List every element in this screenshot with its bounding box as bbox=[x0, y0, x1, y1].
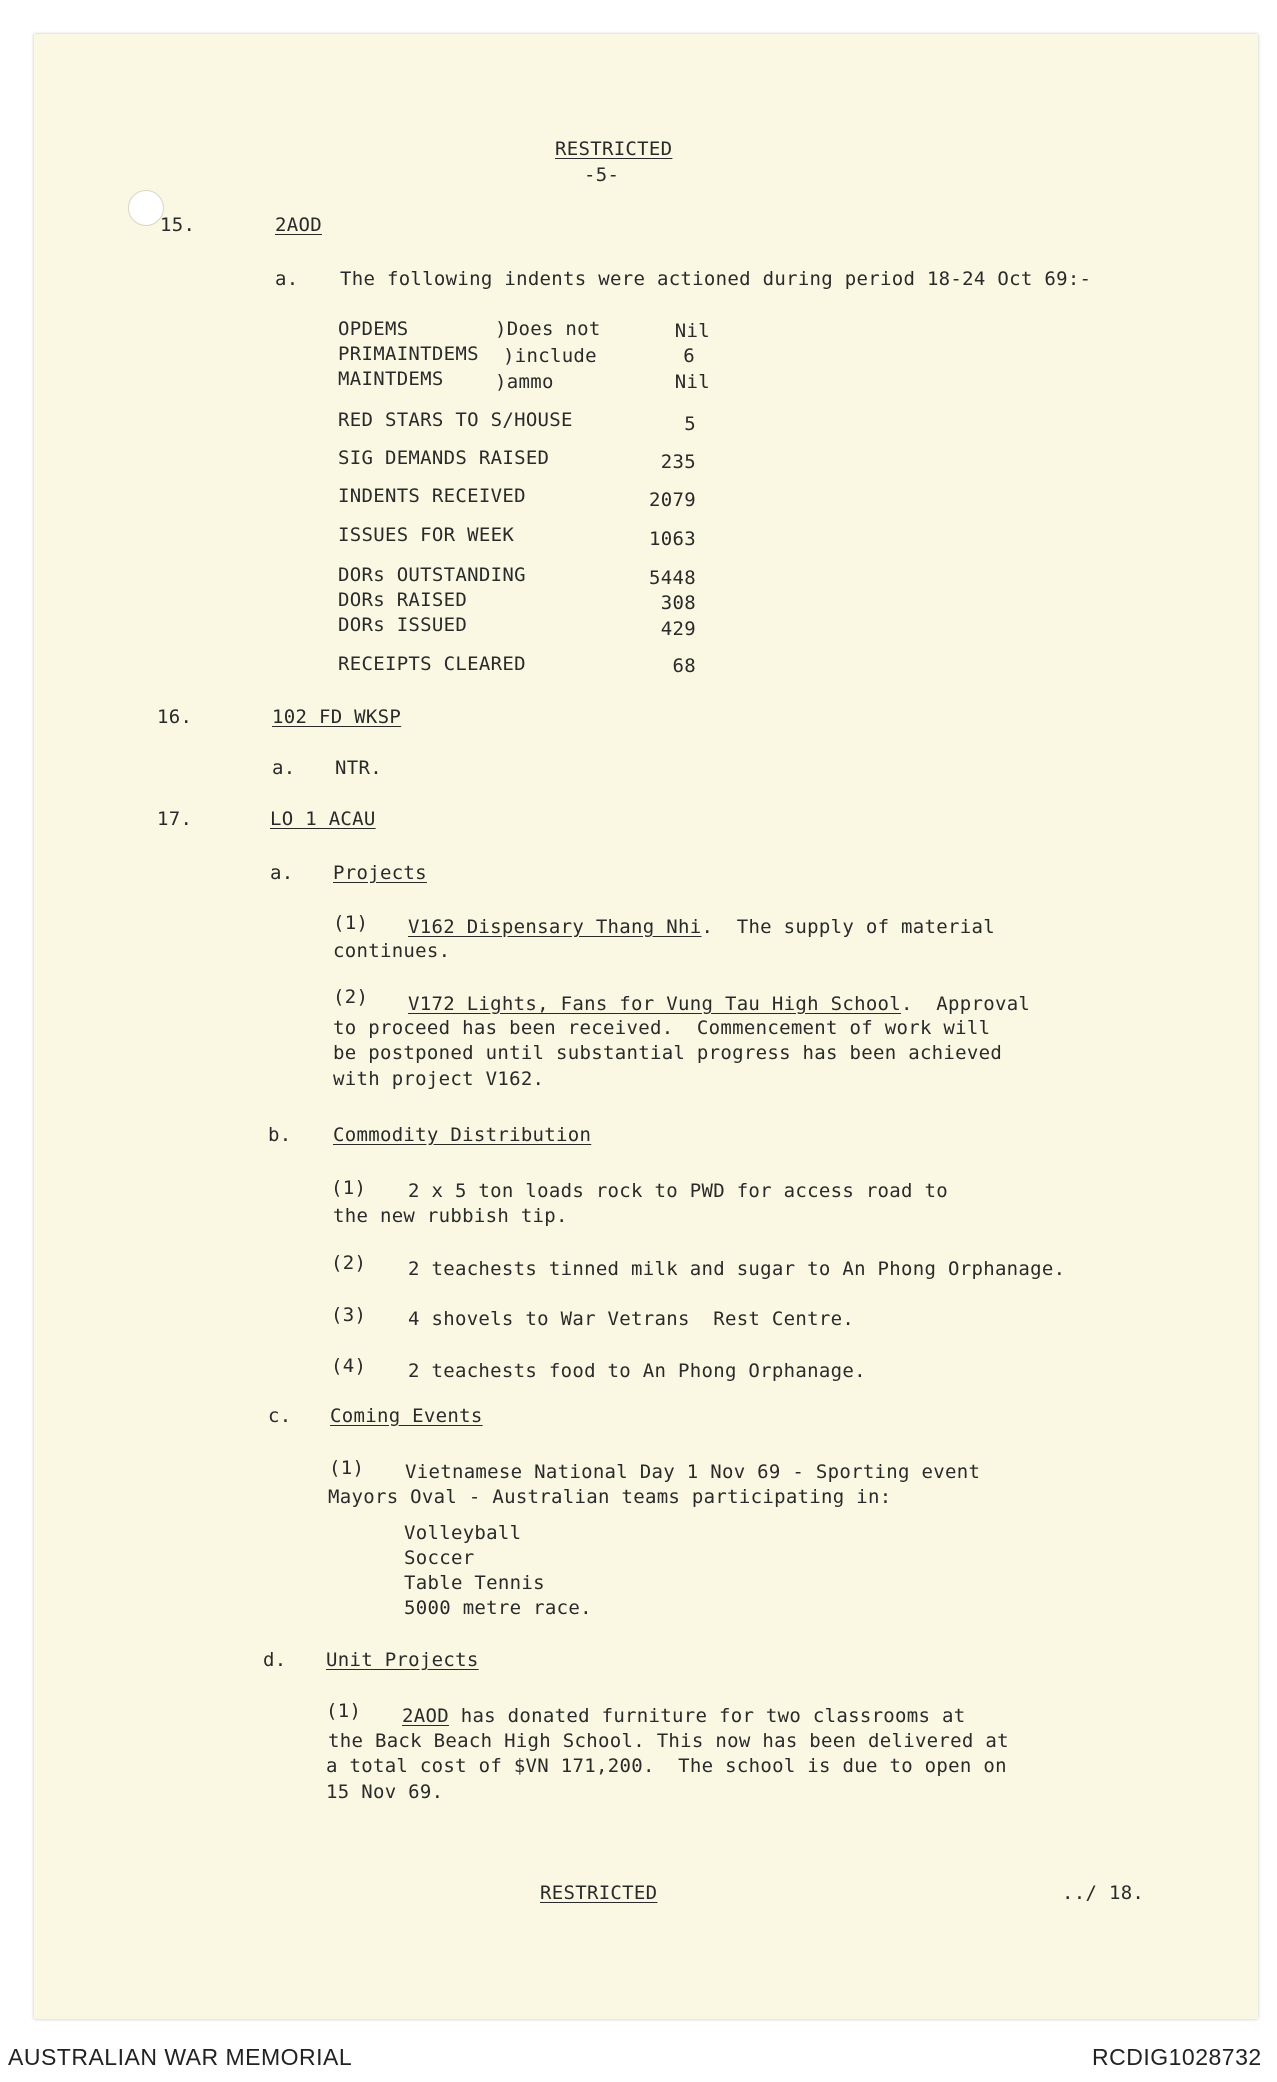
item-number: (4) bbox=[331, 1355, 367, 1377]
row-value: 235 bbox=[660, 451, 696, 473]
item-text: has donated furniture for two classrooms at bbox=[448, 1705, 966, 1727]
section-17b-heading: Commodity Distribution bbox=[333, 1124, 592, 1146]
item-number: (1) bbox=[326, 1700, 362, 1722]
row-label: DORs ISSUED bbox=[338, 614, 468, 636]
project-title: V172 Lights, Fans for Vung Tau High School bbox=[408, 993, 902, 1015]
section-15-title: 2AOD bbox=[275, 214, 322, 236]
item-text: the Back Beach High School. This now has been delivered at bbox=[328, 1730, 1009, 1752]
item-text: a total cost of $VN 171,200. The school is due to open on bbox=[326, 1755, 1007, 1777]
row-label: RED STARS TO S/HOUSE bbox=[338, 409, 573, 431]
event-item: Table Tennis bbox=[404, 1572, 545, 1594]
archive-institution: AUSTRALIAN WAR MEMORIAL bbox=[8, 2044, 353, 2070]
section-17a-heading: Projects bbox=[333, 862, 427, 884]
item-text: 2 x 5 ton loads rock to PWD for access road to bbox=[408, 1180, 948, 1202]
section-15-a-label: a. bbox=[275, 268, 299, 290]
section-15-number: 15. bbox=[160, 214, 196, 236]
row-value: 5 bbox=[684, 413, 696, 435]
item-number: (1) bbox=[329, 1457, 365, 1479]
row-value: 5448 bbox=[649, 567, 696, 589]
continuation-marker: ../ 18. bbox=[1062, 1882, 1145, 1904]
row-label: DORs OUTSTANDING bbox=[338, 564, 526, 586]
section-17b-label: b. bbox=[268, 1124, 292, 1146]
row-label: PRIMAINTDEMS bbox=[338, 343, 479, 365]
item-text: 4 shovels to War Vetrans Rest Centre. bbox=[408, 1308, 855, 1330]
section-17d-label: d. bbox=[263, 1649, 287, 1671]
item-text: the new rubbish tip. bbox=[333, 1205, 568, 1227]
event-item: 5000 metre race. bbox=[404, 1597, 592, 1619]
row-label: SIG DEMANDS RAISED bbox=[338, 447, 550, 469]
row-label: ISSUES FOR WEEK bbox=[338, 524, 515, 546]
row-value: Nil bbox=[674, 371, 710, 393]
punch-hole bbox=[128, 190, 164, 226]
section-16-title: 102 FD WKSP bbox=[272, 706, 402, 728]
section-16-number: 16. bbox=[157, 706, 193, 728]
section-17-title: LO 1 ACAU bbox=[270, 808, 376, 830]
section-16-a-label: a. bbox=[272, 757, 296, 779]
row-note: )include bbox=[503, 345, 597, 367]
footer-classification: RESTRICTED bbox=[540, 1882, 658, 1904]
section-17a-label: a. bbox=[270, 862, 294, 884]
event-item: Volleyball bbox=[404, 1522, 522, 1544]
row-label: RECEIPTS CLEARED bbox=[338, 653, 526, 675]
project-text: . Approval bbox=[901, 993, 1031, 1015]
row-label: OPDEMS bbox=[338, 318, 409, 340]
item-number: (2) bbox=[333, 986, 369, 1008]
row-label: MAINTDEMS bbox=[338, 368, 444, 390]
section-17c-heading: Coming Events bbox=[330, 1405, 483, 1427]
item-number: (1) bbox=[331, 1177, 367, 1199]
unit-name: 2AOD bbox=[402, 1705, 449, 1727]
section-17-number: 17. bbox=[157, 808, 193, 830]
item-number: (2) bbox=[331, 1252, 367, 1274]
item-number: (3) bbox=[331, 1304, 367, 1326]
archive-reference: RCDIG1028732 bbox=[1092, 2044, 1262, 2070]
section-17c-label: c. bbox=[268, 1405, 292, 1427]
project-text: to proceed has been received. Commencement of work will bbox=[333, 1017, 991, 1039]
project-title: V162 Dispensary Thang Nhi bbox=[408, 916, 702, 938]
section-16-a-text: NTR. bbox=[335, 757, 382, 779]
item-text: Vietnamese National Day 1 Nov 69 - Sporting event bbox=[405, 1461, 981, 1483]
row-label: INDENTS RECEIVED bbox=[338, 485, 526, 507]
project-text: continues. bbox=[333, 940, 451, 962]
row-note: )ammo bbox=[495, 371, 554, 393]
row-note: )Does not bbox=[495, 318, 601, 340]
event-item: Soccer bbox=[404, 1547, 475, 1569]
project-text: be postponed until substantial progress has been achieved bbox=[333, 1042, 1003, 1064]
section-17d-heading: Unit Projects bbox=[326, 1649, 479, 1671]
row-value: Nil bbox=[674, 320, 710, 342]
item-text: 2 teachests tinned milk and sugar to An Phong Orphanage. bbox=[408, 1258, 1066, 1280]
item-text: 15 Nov 69. bbox=[326, 1781, 444, 1803]
row-value: 6 bbox=[683, 345, 695, 367]
section-15-a-text: The following indents were actioned during period 18-24 Oct 69:- bbox=[340, 268, 1092, 290]
row-value: 1063 bbox=[649, 528, 696, 550]
project-text: with project V162. bbox=[333, 1068, 545, 1090]
row-value: 68 bbox=[672, 655, 696, 677]
row-value: 308 bbox=[660, 592, 696, 614]
item-text: 2 teachests food to An Phong Orphanage. bbox=[408, 1360, 866, 1382]
item-text: Mayors Oval - Australian teams participating in: bbox=[328, 1486, 892, 1508]
item-number: (1) bbox=[333, 912, 369, 934]
row-value: 2079 bbox=[649, 489, 696, 511]
project-text: . The supply of material bbox=[701, 916, 995, 938]
page-number: -5- bbox=[584, 164, 620, 186]
row-value: 429 bbox=[660, 618, 696, 640]
header-classification: RESTRICTED bbox=[555, 138, 673, 160]
row-label: DORs RAISED bbox=[338, 589, 468, 611]
